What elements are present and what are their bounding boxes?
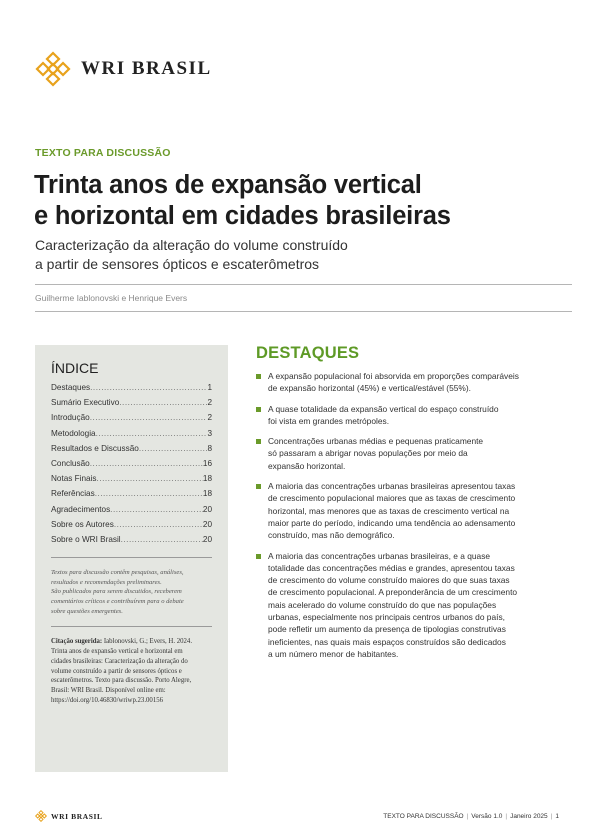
toc-leader xyxy=(90,456,203,471)
toc-page-number: 20 xyxy=(202,535,212,545)
highlight-line: de expansão horizontal (45%) e vertical/estável (55%). xyxy=(268,383,471,394)
wri-logo-mark-icon xyxy=(35,810,47,822)
highlight-item xyxy=(256,403,556,428)
toc-label: Destaques xyxy=(51,383,91,392)
toc-leader xyxy=(110,502,203,517)
highlight-line: maior parte do período, indicando uma tendência ao adensamento xyxy=(268,517,516,528)
footer-doc-type: TEXTO PARA DISCUSSÃO xyxy=(383,812,464,820)
toc-entry[interactable] xyxy=(51,456,212,471)
sidebar-divider xyxy=(51,626,212,627)
highlight-line: A expansão populacional foi absorvida em proporções comparáveis xyxy=(268,371,519,381)
bullet-square-icon xyxy=(256,374,261,379)
highlight-line: expansão horizontal. xyxy=(268,460,346,471)
citation-doi-link[interactable]: https://doi.org/10.46830/wriwp.23.00156 xyxy=(51,696,164,704)
citation-line: cidades brasileiras: Caracterização da alteração do xyxy=(51,657,188,665)
note-line: São publicados para serem discutidos, receberem xyxy=(51,588,182,596)
toc-leader xyxy=(95,486,203,501)
document-subtitle xyxy=(35,236,555,274)
toc-entry[interactable] xyxy=(51,486,212,501)
citation-line: Iablonovski, G.; Evers, H. 2024. xyxy=(102,638,193,646)
toc-entry[interactable] xyxy=(51,471,212,486)
toc-entry[interactable] xyxy=(51,380,212,395)
toc-leader xyxy=(90,410,208,425)
toc-label: Conclusão xyxy=(51,459,90,469)
highlight-line: totalidade das concentrações médias e grandes, apresentou taxas xyxy=(268,562,515,573)
citation-line: escaterômetros. Texto para discussão. Porto Alegre, xyxy=(51,677,192,685)
sidebar-divider xyxy=(51,557,212,558)
citation-line: volume construído a partir de sensores ópticos e xyxy=(51,667,182,675)
toc-entry[interactable] xyxy=(51,502,212,517)
toc-label: Resultados e Discussão xyxy=(51,443,139,453)
note-line: comentários críticos e contribuírem para o debate xyxy=(51,598,184,606)
divider xyxy=(35,284,572,285)
toc-page-number: 18 xyxy=(202,489,212,499)
footer-date: Janeiro 2025 xyxy=(510,812,548,820)
highlight-item xyxy=(256,550,556,661)
highlight-line: só passaram a abrigar novas populações por meio da xyxy=(268,448,468,459)
footer-version: Versão 1.0 xyxy=(471,812,503,820)
page-number: 1 xyxy=(555,812,559,820)
highlight-line: construído, mas não demográfico. xyxy=(268,530,395,541)
toc-leader xyxy=(114,517,203,532)
citation-label: Citação sugerida: xyxy=(51,638,103,646)
highlight-line: urbanas, especialmente nos principais centros urbanos do país, xyxy=(268,612,505,623)
toc-page-number: 2 xyxy=(207,413,212,423)
highlight-item xyxy=(256,435,556,472)
toc-leader xyxy=(121,532,203,547)
toc-entry[interactable] xyxy=(51,410,212,425)
footer-meta xyxy=(383,813,559,820)
toc-entry[interactable] xyxy=(51,426,212,441)
citation-line: Trinta anos de expansão vertical e horizontal em xyxy=(51,648,183,655)
toc-label: Sumário Executivo xyxy=(51,398,120,408)
highlight-line: A maioria das concentrações urbanas brasileiras apresentou taxas xyxy=(268,481,516,492)
highlights-list xyxy=(256,370,556,668)
highlight-line: A quase totalidade da expansão vertical do espaço construído xyxy=(268,403,499,414)
toc-leader xyxy=(139,441,208,456)
bullet-square-icon xyxy=(256,407,261,412)
toc-label: Referências xyxy=(51,489,95,499)
highlight-line: ineficientes, nas quais mais espaços construídos são dedicados xyxy=(268,636,506,647)
subtitle-line: a partir de sensores ópticos e escaterômetros xyxy=(35,256,320,272)
title-line: Trinta anos de expansão vertical xyxy=(34,171,422,199)
toc-page-number: 20 xyxy=(202,519,212,529)
toc-leader xyxy=(96,426,208,441)
authors: Guilherme Iablonovski e Henrique Evers xyxy=(35,293,188,303)
toc-leader xyxy=(97,471,203,486)
document-type-kicker: TEXTO PARA DISCUSSÃO xyxy=(35,147,171,159)
citation-line: Brasil: WRI Brasil. Disponível online em: xyxy=(51,687,166,695)
highlight-line: horizontal, mas menores que as taxas de crescimento vertical na xyxy=(268,505,510,516)
discussion-note xyxy=(51,568,212,616)
highlight-line: de crescimento populacional maiores que as taxas de crescimento xyxy=(268,493,516,504)
wri-brasil-logo xyxy=(35,51,212,87)
note-line: Textos para discussão contêm pesquisas, análises, xyxy=(51,569,184,577)
brand-name: WRI BRASIL xyxy=(81,58,212,79)
toc-entry[interactable] xyxy=(51,517,212,532)
highlight-line: A maioria das concentrações urbanas brasileiras, e a quase xyxy=(268,550,491,561)
toc-title: ÍNDICE xyxy=(51,360,99,376)
toc-page-number: 3 xyxy=(207,428,212,438)
bullet-square-icon xyxy=(256,439,261,444)
highlight-line: Concentrações urbanas médias e pequenas praticamente xyxy=(268,436,484,447)
wri-logo-mark-icon xyxy=(35,51,71,87)
bullet-square-icon xyxy=(256,554,261,559)
highlight-line: de crescimento do volume construído maiores do que suas taxas xyxy=(268,575,510,586)
document-title xyxy=(34,170,554,232)
toc-page-number: 8 xyxy=(207,443,212,453)
toc-page-number: 20 xyxy=(202,504,212,514)
title-line: e horizontal em cidades brasileiras xyxy=(34,202,451,230)
toc-label: Metodologia xyxy=(51,428,96,438)
note-line: resultados e recomendações preliminares. xyxy=(51,578,162,586)
toc-label: Sobre os Autores xyxy=(51,519,114,529)
toc-page-number: 1 xyxy=(207,383,212,392)
separator: | xyxy=(466,812,469,820)
separator: | xyxy=(505,812,508,820)
bullet-square-icon xyxy=(256,484,261,489)
highlight-line: de crescimento populacional. A preponderância de um crescimento xyxy=(268,587,518,598)
toc-label: Sobre o WRI Brasil xyxy=(51,535,121,545)
highlight-line: a um número menor de habitantes. xyxy=(268,648,399,659)
highlight-line: foi vista em grandes metrópoles. xyxy=(268,415,390,426)
toc-page-number: 2 xyxy=(207,398,212,408)
toc-page-number: 16 xyxy=(202,459,212,469)
toc-entry[interactable] xyxy=(51,532,212,547)
toc-label: Notas Finais xyxy=(51,474,97,484)
highlight-item xyxy=(256,480,556,541)
highlight-line: mais acelerado do volume construído do que nas populações xyxy=(268,599,497,610)
suggested-citation xyxy=(51,637,212,706)
subtitle-line: Caracterização da alteração do volume construído xyxy=(35,237,348,253)
toc-leader xyxy=(119,395,207,410)
footer-brand: WRI BRASIL xyxy=(51,811,103,821)
toc-page-number: 18 xyxy=(202,474,212,484)
toc-label: Agradecimentos xyxy=(51,504,111,514)
highlight-line: pode refletir um aumento da presença de tipologias construtivas xyxy=(268,624,506,635)
highlight-item xyxy=(256,370,556,395)
toc-label: Introdução xyxy=(51,413,90,423)
footer-logo xyxy=(35,810,103,822)
toc-entry[interactable] xyxy=(51,395,212,410)
page-footer xyxy=(35,810,559,822)
sidebar-panel xyxy=(35,345,228,772)
note-line: sobre questões emergentes. xyxy=(51,607,123,615)
highlights-title: DESTAQUES xyxy=(256,344,360,362)
separator: | xyxy=(550,812,553,820)
toc-entry[interactable] xyxy=(51,441,212,456)
divider xyxy=(35,311,572,312)
toc-leader xyxy=(90,380,207,395)
